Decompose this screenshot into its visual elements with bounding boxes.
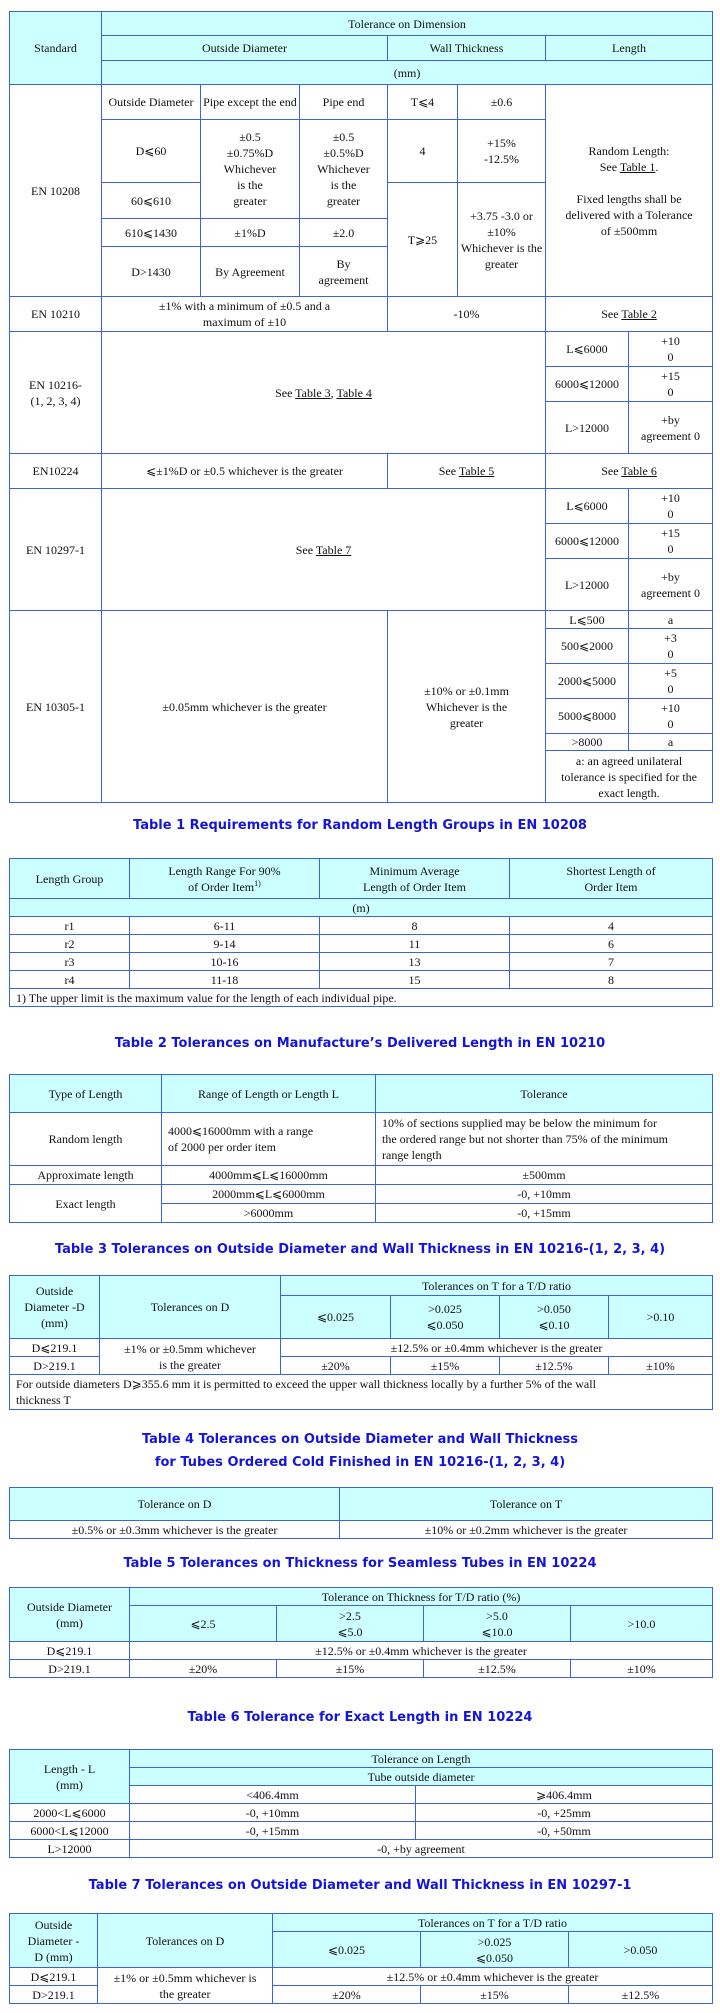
table-row: r4 11-18 15 8 (10, 971, 713, 989)
t2-header: Range of Length or Length L (162, 1075, 376, 1113)
t2-header: Tolerance (376, 1075, 713, 1113)
length-range: >8000 (546, 734, 629, 751)
t3-ratio: >0.025 ⩽0.050 (391, 1296, 500, 1339)
header-standard: Standard (10, 12, 102, 85)
t7-tol-d: ±1% or ±0.5mm whichever is the greater (98, 1968, 273, 2004)
wall-tolerance: ±0.6 (458, 85, 546, 120)
length-tolerance: +15 0 (629, 367, 713, 402)
t2-range: 4000⩽16000mm with a range of 2000 per order item (162, 1113, 376, 1166)
t3-h-tol-d: Tolerances on D (100, 1276, 281, 1339)
t6-col: ⩾406.4mm (416, 1786, 713, 1804)
table2-link[interactable]: Table 2 (621, 307, 657, 321)
t5-od: D⩽219.1 (10, 1642, 130, 1660)
t4-tol-d: ±0.5% or ±0.3mm whichever is the greater (10, 1521, 340, 1539)
table-row: 2000<L⩽6000 -0, +10mm -0, +25mm (10, 1804, 713, 1822)
pipe-except-end: By Agreement (201, 247, 300, 297)
od-range: 610⩽1430 (102, 219, 201, 247)
table3-link[interactable]: Table 3 (295, 385, 331, 400)
table5-caption: Table 5 Tolerances on Thickness for Seamless Tubes in EN 10224 (123, 1556, 597, 1571)
table7: Outside Diameter - D (mm) Tolerances on D Tolerances on T for a T/D ratio ⩽0.025 >0.025 ⩽0.050 >0.050 D⩽219.1 ±1% or ±0.5mm whichever is the greater ±12.5% or ±0.4mm whichever is the greater D>219.1 ±20% ±15% ±12.5% (9, 1913, 713, 2004)
length-random-cell (546, 85, 713, 297)
t2-header: Type of Length (10, 1075, 162, 1113)
table-row: 6000<L⩽12000 -0, +15mm -0, +50mm (10, 1822, 713, 1840)
t2-tolerance: 10% of sections supplied may be below the minimum for the ordered range but not shorter than 75% of the minimum range length (376, 1113, 713, 1166)
t5-h-od: Outside Diameter (mm) (10, 1588, 130, 1642)
t3-od: D>219.1 (10, 1357, 100, 1375)
t1-header: Minimum Average Length of Order Item (320, 859, 510, 899)
t5-od: D>219.1 (10, 1660, 130, 1678)
pipe-end: By agreement (300, 247, 388, 297)
t2-range: 2000mm⩽L⩽6000mm (162, 1185, 376, 1204)
table-row: r2 9-14 11 6 (10, 935, 713, 953)
table-row: r1 6-11 8 4 (10, 917, 713, 935)
table5-link[interactable]: Table 5 (458, 464, 495, 478)
table2 (9, 1074, 713, 1223)
main-tolerance-table (9, 11, 713, 803)
t3-tol-d: ±1% or ±0.5mm whichever is the greater (100, 1339, 281, 1375)
length-range: 500⩽2000 (546, 629, 629, 664)
t3-h-od: Outside Diameter -D (mm) (10, 1276, 100, 1339)
length-tolerance: +5 0 (629, 664, 713, 699)
table2-caption: Table 2 Tolerances on Manufacture’s Delivered Length in EN 10210 (114, 1036, 606, 1051)
t5-ratio: ⩽2.5 (130, 1606, 277, 1642)
t2-range: >6000mm (162, 1204, 376, 1223)
t5-ratio: >10.0 (571, 1606, 713, 1642)
t2-tolerance: -0, +10mm (376, 1185, 713, 1204)
t5-ratio: >5.0 ⩽10.0 (424, 1606, 571, 1642)
length-see-table1: See Table 1. (599, 159, 659, 174)
t6-h-tol: Tolerance on Length (130, 1750, 713, 1768)
t3-ratio: >0.10 (609, 1296, 713, 1339)
col-pipe-except-end: Pipe except the end (201, 85, 300, 120)
t6-h-sub: Tube outside diameter (130, 1768, 713, 1786)
table3: Outside Diameter -D (mm) Tolerances on D Tolerances on T for a T/D ratio ⩽0.025 >0.025 ⩽0.050 >0.050 ⩽0.10 >0.10 D⩽219.1 ±1% or ±0.5mm whichever is the greater ±12.5% or ±0.4mm whichever is the greater D>219.1 ±20% ±15% ±12.5% ±10% For outside diameters D⩾355.6 mm it is permitted to exceed the upper wall thickness locally by a further 5% of the wall thickness T (9, 1275, 713, 1410)
col-pipe-end: Pipe end (300, 85, 388, 120)
pipe-except-end-merged: ±0.5 ±0.75%D Whichever is the greater (201, 120, 300, 219)
t2-tolerance: ±500mm (376, 1166, 713, 1185)
table1-caption: Table 1 Requirements for Random Length Groups in EN 10208 (133, 818, 587, 833)
wall-t-range: T⩽4 (388, 85, 458, 120)
od-tolerance: ±1% with a minimum of ±0.5 and a maximum of ±10 (102, 297, 388, 332)
t3-od: D⩽219.1 (10, 1339, 100, 1357)
table-row: r3 10-16 13 7 (10, 953, 713, 971)
length-tolerance: +15 0 (629, 524, 713, 559)
od-range: D>1430 (102, 247, 201, 297)
table3-caption: Table 3 Tolerances on Outside Diameter and Wall Thickness in EN 10216-(1, 2, 3, 4) (54, 1242, 666, 1257)
wall-tolerance: -10% (388, 297, 546, 332)
standard-en10210: EN 10210 (10, 297, 102, 332)
t2-type: Exact length (10, 1185, 162, 1223)
t4-header: Tolerance on T (340, 1488, 713, 1521)
length-random-label: Random Length: (588, 143, 670, 158)
header-unit: (mm) (102, 61, 713, 85)
table4-caption-line1: Table 4 Tolerances on Outside Diameter and Wall Thickness (141, 1432, 579, 1447)
pipe-end: ±2.0 (300, 219, 388, 247)
header-wall-thickness: Wall Thickness (388, 36, 546, 61)
t6-h-len: Length - L (mm) (10, 1750, 130, 1804)
table6 (9, 1749, 713, 1858)
length-tolerance: +10 0 (629, 489, 713, 524)
t2-type: Approximate length (10, 1166, 162, 1185)
table6-link[interactable]: Table 6 (621, 464, 657, 478)
t1-header: Shortest Length of Order Item (510, 859, 713, 899)
t1-header: Length Group (10, 859, 130, 899)
length-range: L>12000 (546, 559, 629, 611)
t7-tol-t: ±12.5% or ±0.4mm whichever is the greater (273, 1968, 713, 1986)
length-range: L⩽500 (546, 611, 629, 629)
wall-tolerance: +3.75 -3.0 or ±10% Whichever is the greater (458, 183, 546, 297)
table6-caption: Table 6 Tolerance for Exact Length in EN 10224 (187, 1710, 533, 1725)
standard-en10297: EN 10297-1 (10, 489, 102, 611)
length-tolerance: +10 0 (629, 699, 713, 734)
od-range: 60⩽610 (102, 183, 201, 219)
length-range: L>12000 (546, 402, 629, 454)
t7-od: D>219.1 (10, 1986, 98, 2004)
t3-note: For outside diameters D⩾355.6 mm it is permitted to exceed the upper wall thickness locally by a further 5% of the wall thickness T (10, 1375, 713, 1410)
t7-ratio: >0.025 ⩽0.050 (421, 1932, 569, 1968)
od-range: D⩽60 (102, 120, 201, 183)
length-range: L⩽6000 (546, 489, 629, 524)
od-tolerance: ±0.05mm whichever is the greater (102, 611, 388, 803)
length-range: 2000⩽5000 (546, 664, 629, 699)
length-tolerance: a (629, 611, 713, 629)
t2-type: Random length (10, 1113, 162, 1166)
standard-en10224: EN10224 (10, 454, 102, 489)
length-note: a: an agreed unilateral tolerance is specified for the exact length. (546, 751, 713, 803)
length-tolerance: +by agreement 0 (629, 559, 713, 611)
t5-ratio: >2.5 ⩽5.0 (277, 1606, 424, 1642)
length-tolerance: +10 0 (629, 332, 713, 367)
length-tolerance: +3 0 (629, 629, 713, 664)
header-tolerance-on-dimension: Tolerance on Dimension (102, 12, 713, 36)
col-outside-diameter: Outside Diameter (102, 85, 201, 120)
length-tolerance: +by agreement 0 (629, 402, 713, 454)
table4-link[interactable]: Table 4 (336, 385, 372, 400)
length-range: L⩽6000 (546, 332, 629, 367)
en10297-see-table7: See Table 7 (102, 489, 546, 611)
table4-caption-line2: for Tubes Ordered Cold Finished in EN 10216-(1, 2, 3, 4) (154, 1455, 566, 1470)
t7-ratio: >0.050 (569, 1932, 713, 1968)
wall-see-table5: See Table 5 (388, 454, 546, 489)
wall-tolerance: +15% -12.5% (458, 120, 546, 183)
t7-ratio: ⩽0.025 (273, 1932, 421, 1968)
table5: Outside Diameter (mm) Tolerance on Thickness for T/D ratio (%) ⩽2.5 >2.5 ⩽5.0 >5.0 ⩽10.0 >10.0 D⩽219.1 ±12.5% or ±0.4mm whichever is the greater D>219.1 ±20% ±15% ±12.5% ±10% (9, 1587, 713, 1678)
t6-col: <406.4mm (130, 1786, 416, 1804)
en10216-see-tables: See Table 3, Table 4 (102, 332, 546, 454)
t7-h-tol-d: Tolerances on D (98, 1914, 273, 1968)
table1 (9, 858, 713, 1007)
t3-tol-t: ±12.5% or ±0.4mm whichever is the greater (281, 1339, 713, 1357)
header-outside-diameter: Outside Diameter (102, 36, 388, 61)
t1-unit: (m) (10, 899, 713, 917)
t3-ratio: ⩽0.025 (281, 1296, 391, 1339)
table1-link[interactable]: Table 1 (619, 159, 656, 174)
length-tolerance: a (629, 734, 713, 751)
t3-ratio: >0.050 ⩽0.10 (500, 1296, 609, 1339)
t5-h-tol: Tolerance on Thickness for T/D ratio (%) (130, 1588, 713, 1606)
wall-t-range: 4 (388, 120, 458, 183)
standard-en10305: EN 10305-1 (10, 611, 102, 803)
t1-footnote: 1) The upper limit is the maximum value for the length of each individual pipe. (10, 989, 713, 1007)
table-row: L>12000 -0, +by agreement (10, 1840, 713, 1858)
t3-h-tol-t: Tolerances on T for a T/D ratio (281, 1276, 713, 1296)
length-range: 6000⩽12000 (546, 367, 629, 402)
t5-tol: ±12.5% or ±0.4mm whichever is the greater (130, 1642, 713, 1660)
length-fixed-note: Fixed lengths shall be delivered with a Tolerance of ±500mm (565, 191, 693, 238)
header-length: Length (546, 36, 713, 61)
table4 (9, 1487, 713, 1539)
t4-header: Tolerance on D (10, 1488, 340, 1521)
length-range: 5000⩽8000 (546, 699, 629, 734)
standard-en10208: EN 10208 (10, 85, 102, 297)
t4-tol-t: ±10% or ±0.2mm whichever is the greater (340, 1521, 713, 1539)
t1-header: Length Range For 90% of Order Item$^{1)}$ (130, 859, 320, 899)
t2-tolerance: -0, +15mm (376, 1204, 713, 1223)
table7-link[interactable]: Table 7 (315, 542, 352, 557)
pipe-except-end: ±1%D (201, 219, 300, 247)
od-tolerance: ⩽±1%D or ±0.5 whichever is the greater (102, 454, 388, 489)
t7-h-od: Outside Diameter - D (mm) (10, 1914, 98, 1968)
pipe-end-merged: ±0.5 ±0.5%D Whichever is the greater (300, 120, 388, 219)
t2-range: 4000mm⩽L⩽16000mm (162, 1166, 376, 1185)
standard-en10216: EN 10216-(1, 2, 3, 4) (10, 332, 102, 454)
t7-h-tol-t: Tolerances on T for a T/D ratio (273, 1914, 713, 1932)
wall-tolerance: ±10% or ±0.1mm Whichever is the greater (388, 611, 546, 803)
length-range: 6000⩽12000 (546, 524, 629, 559)
t7-od: D⩽219.1 (10, 1968, 98, 1986)
wall-t-range: T⩾25 (388, 183, 458, 297)
length-see-table6: See Table 6 (546, 454, 713, 489)
length-see-table2: See Table 2 (546, 297, 713, 332)
table7-caption: Table 7 Tolerances on Outside Diameter and Wall Thickness in EN 10297-1 (88, 1878, 632, 1893)
